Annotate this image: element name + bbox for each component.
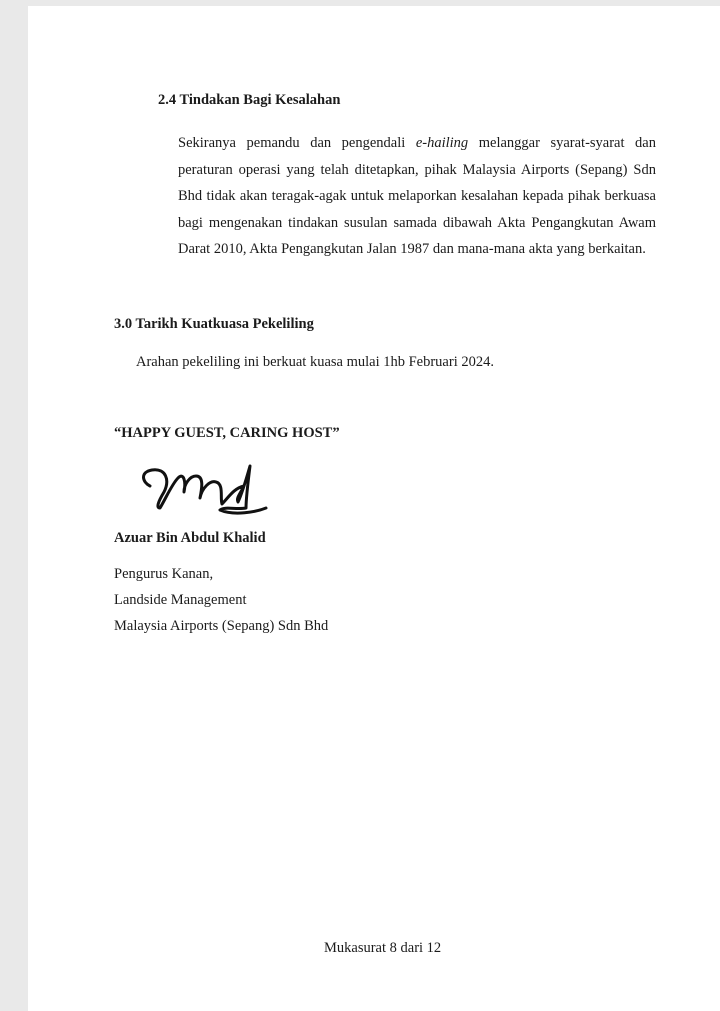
signatory-name: Azuar Bin Abdul Khalid [114, 530, 266, 546]
signatory-company: Malaysia Airports (Sepang) Sdn Bhd [114, 618, 329, 634]
section-2-4-text-emphasis: e-hailing [415, 135, 469, 151]
section-3-0-heading: 3.0 Tarikh Kuatkuasa Pekeliling [114, 316, 314, 332]
section-2-4-text-end: melanggar syarat-syarat dan peraturan operasi yang telah ditetapkan, pihak Malaysia Airports (Sepang) Sdn Bhd tidak akan teragak-agak untuk melaporkan kesalahan kepada pihak berkuasa bagi mengenakan tindakan susulan samada dibawah Akta Pengangkutan Awam Darat 2010, Akta Pengangkutan Jalan 1987 dan mana-mana akta yang berkaitan. [178, 135, 656, 257]
section-2-4-text-start: Sekiranya pemandu dan pengendali [178, 135, 416, 151]
signature-image [138, 458, 270, 530]
page-number: Mukasurat 8 dari 12 [324, 940, 442, 956]
section-3-0-text: Arahan pekeliling ini berkuat kuasa mulai 1hb Februari 2024. [136, 354, 494, 370]
slogan: “HAPPY GUEST, CARING HOST” [114, 425, 340, 441]
signatory-title: Pengurus Kanan, [114, 566, 214, 582]
document-page [28, 6, 720, 1011]
section-2-4-paragraph [178, 130, 656, 263]
section-2-4-heading: 2.4 Tindakan Bagi Kesalahan [158, 92, 341, 108]
signatory-department: Landside Management [114, 592, 247, 608]
